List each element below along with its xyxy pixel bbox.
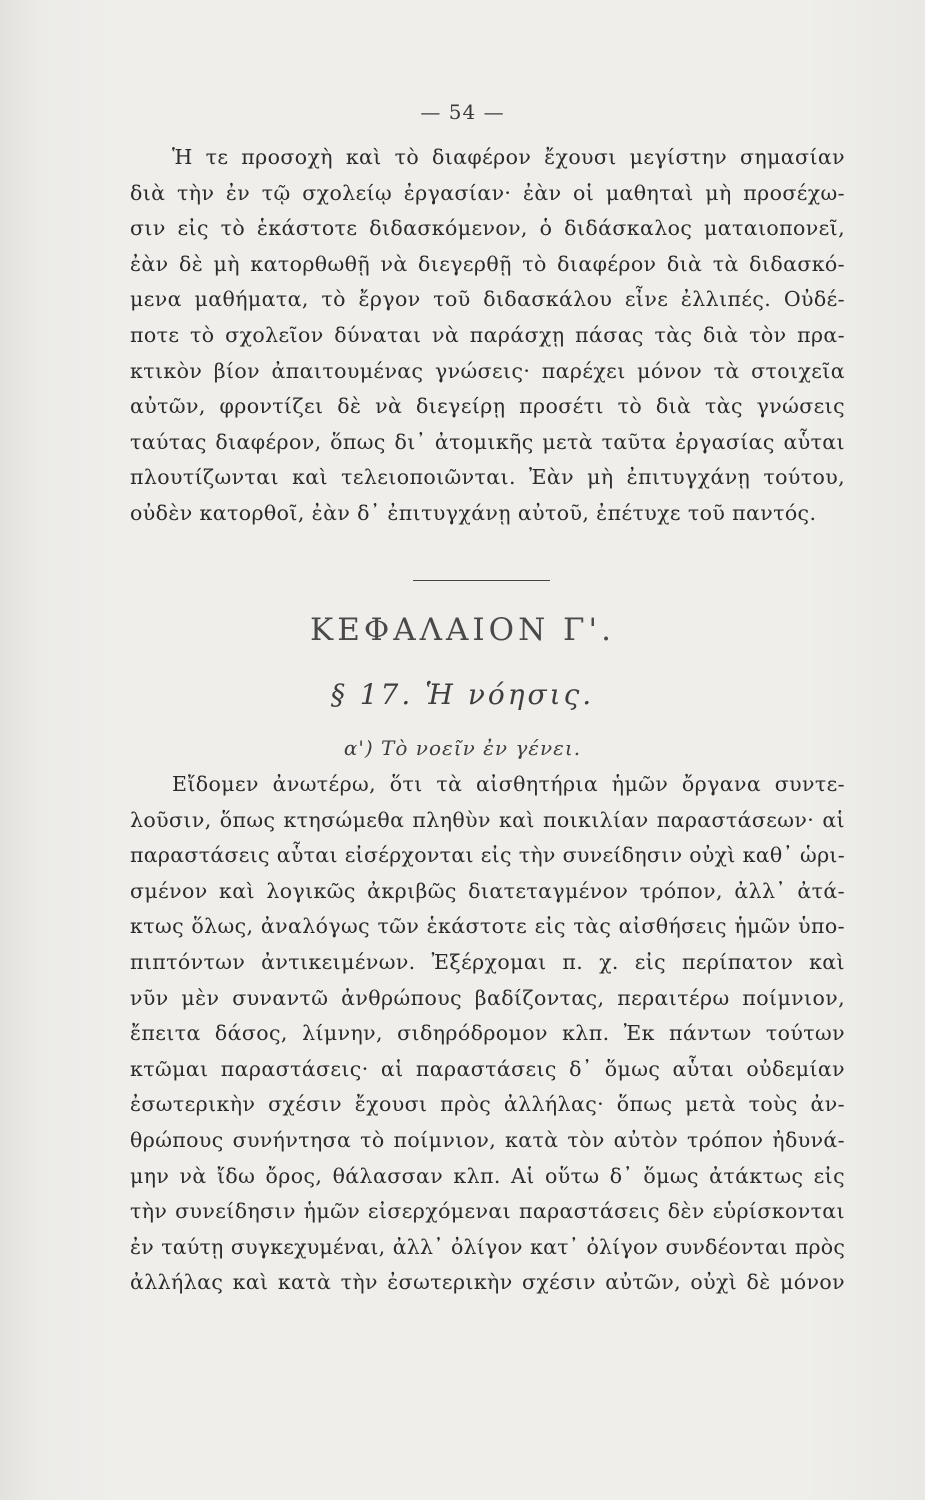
text-line: Εἴδομεν ἀνωτέρω, ὅτι τὰ αἰσθητήρια ἡμῶν ὄργανα συντε- (172, 772, 845, 796)
subsection-title: α') Τὸ νοεῖν ἐν γένει. (343, 736, 582, 760)
text-line: κτικὸν βίον ἀπαιτουμένας γνώσεις· παρέχει μόνον τὰ στοιχεῖα (130, 358, 845, 383)
paragraph-cognition (130, 767, 845, 1301)
text-line: παραστάσεις αὗται εἰσέρχονται εἰς τὴν συνείδησιν οὐχὶ καθ᾽ ὡρι- (130, 843, 845, 868)
text-line: Ἡ τε προσοχὴ καὶ τὸ διαφέρον ἔχουσι μεγίστην σημασίαν (172, 145, 845, 169)
text-line: ἀλλήλας καὶ κατὰ τὴν ἐσωτερικὴν σχέσιν αὐτῶν, οὐχὶ δὲ μόνον (130, 1270, 845, 1295)
page-number: — 54 — (420, 100, 505, 124)
text-line: ποτε τὸ σχολεῖον δύναται νὰ παράσχῃ πάσας τὰς διὰ τὸν πρα- (130, 322, 845, 347)
chapter-title: ΚΕΦΑΛΑΙΟΝ Γ'. (310, 612, 615, 648)
text-line: θρώπους συνήντησα τὸ ποίμνιον, κατὰ τὸν αὐτὸν τρόπον ἠδυνά- (130, 1127, 845, 1152)
text-line: πιπτόντων ἀντικειμένων. Ἐξέρχομαι π. χ. εἰς περίπατον καὶ (130, 949, 845, 974)
text-line: ἐν ταύτῃ συγκεχυμέναι, ἀλλ᾽ ὀλίγον κατ᾽ ὀλίγον συνδέονται πρὸς (130, 1234, 845, 1259)
text-line: μην νὰ ἴδω ὄρος, θάλασσαν κλπ. Αἱ οὕτω δ᾽ ὅμως ἀτάκτως εἰς (130, 1163, 845, 1188)
text-line: αὐτῶν, φροντίζει δὲ νὰ διεγείρῃ προσέτι τὸ διὰ τὰς γνώσεις (130, 394, 845, 419)
text-line: ἐὰν δὲ μὴ κατορθωθῇ νὰ διεγερθῇ τὸ διαφέρον διὰ τὰ διδασκό- (130, 251, 845, 276)
text-line: μενα μαθήματα, τὸ ἔργον τοῦ διδασκάλου εἶνε ἐλλιπές. Οὐδέ- (130, 287, 845, 312)
text-line: κτῶμαι παραστάσεις· αἱ παραστάσεις δ᾽ ὅμως αὗται οὐδεμίαν (130, 1056, 845, 1081)
text-line: πλουτίζωνται καὶ τελειοποιῶνται. Ἐὰν μὴ ἐπιτυγχάνῃ τούτου, (130, 465, 845, 490)
paragraph-attention (130, 140, 845, 532)
text-line: κτως ὅλως, ἀναλόγως τῶν ἑκάστοτε εἰς τὰς αἰσθήσεις ἡμῶν ὑπο- (130, 914, 845, 939)
section-divider (413, 580, 550, 581)
text-line: λοῦσιν, ὅπως κτησώμεθα πληθὺν καὶ ποικιλίαν παραστάσεων· αἱ (130, 807, 845, 832)
text-line: διὰ τὴν ἐν τῷ σχολείῳ ἐργασίαν· ἐὰν οἱ μαθηταὶ μὴ προσέχω- (130, 180, 845, 205)
text-line: νῦν μὲν συναντῶ ἀνθρώπους βαδίζοντας, περαιτέρω ποίμνιον, (130, 985, 845, 1010)
text-line: ἔπειτα δάσος, λίμνην, σιδηρόδρομον κλπ. Ἐκ πάντων τούτων (130, 1021, 845, 1046)
text-line: ταύτας διαφέρον, ὅπως δι᾽ ἀτομικῆς μετὰ ταῦτα ἐργασίας αὗται (130, 429, 845, 454)
text-line: τὴν συνείδησιν ἡμῶν εἰσερχόμεναι παραστάσεις δὲν εὑρίσκονται (130, 1199, 845, 1224)
text-line: οὐδὲν κατορθοῖ, ἐὰν δ᾽ ἐπιτυγχάνῃ αὐτοῦ, ἐπέτυχε τοῦ παντός. (130, 500, 817, 525)
text-line: σιν εἰς τὸ ἑκάστοτε διδασκόμενον, ὁ διδάσκαλος ματαιοπονεῖ, (130, 216, 845, 241)
section-title: § 17. Ἡ νόησις. (330, 678, 595, 711)
text-line: ἐσωτερικὴν σχέσιν ἔχουσι πρὸς ἀλλήλας· ὅπως μετὰ τοὺς ἀν- (130, 1092, 845, 1117)
text-line: σμένον καὶ λογικῶς ἀκριβῶς διατεταγμένον τρόπον, ἀλλ᾽ ἀτά- (130, 878, 845, 903)
